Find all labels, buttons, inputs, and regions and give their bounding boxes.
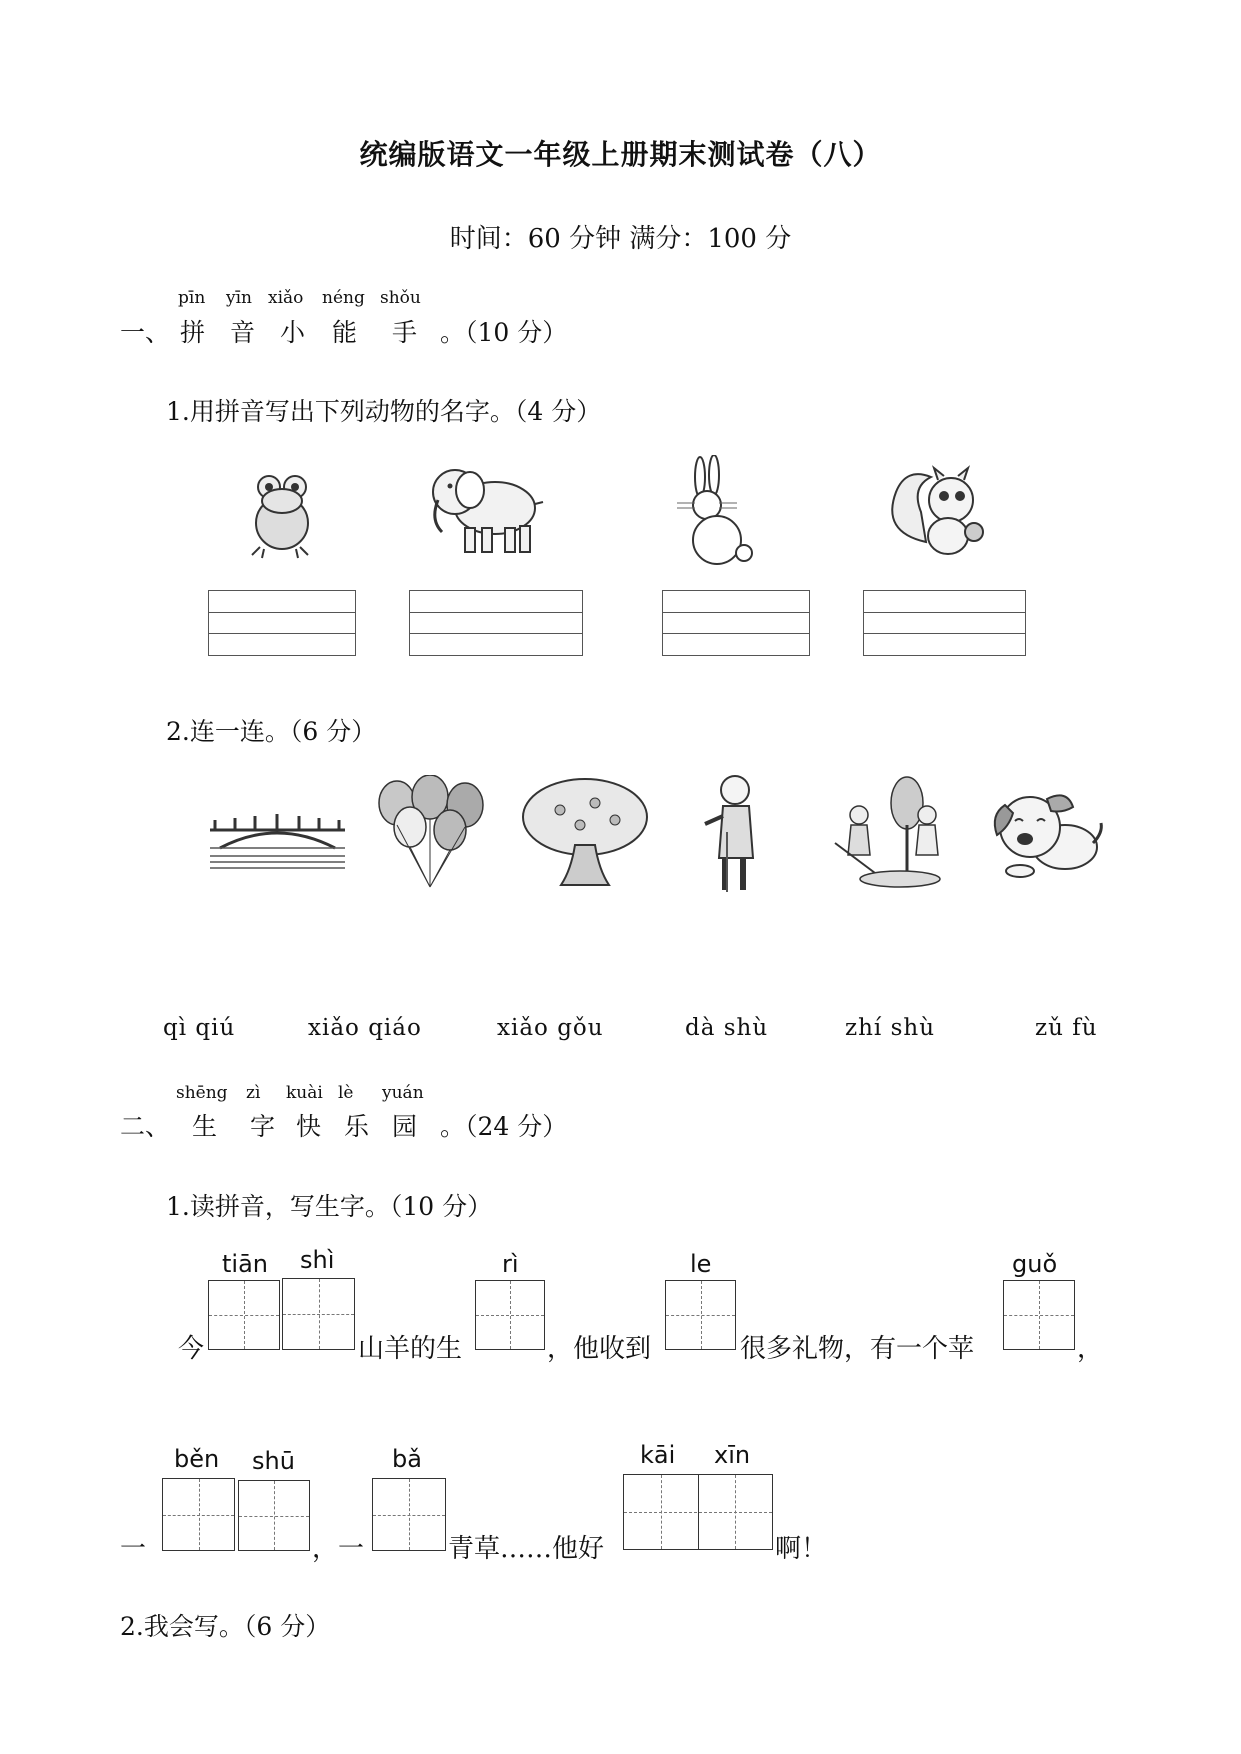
line2-text-0: 一 [120, 1534, 147, 1564]
writing-box-ben[interactable] [162, 1478, 235, 1551]
squirrel-icon [886, 462, 996, 562]
answer-box-frog[interactable] [208, 590, 356, 656]
planting-icon [825, 775, 950, 890]
line1-text-3: 很多礼物，有一个苹 [740, 1334, 975, 1364]
writing-box-shi[interactable] [282, 1278, 355, 1350]
section-2-pinyin-2: zì [246, 1083, 261, 1103]
rabbit-icon [672, 455, 762, 570]
section-2-char-4: 乐 [344, 1112, 370, 1141]
section-1-number: 一、 [120, 318, 171, 347]
question-2-1: 1.读拼音，写生字。（10 分） [166, 1192, 493, 1221]
line1-text-1: 山羊的生 [358, 1334, 463, 1364]
line2-text-1: ，一 [312, 1534, 365, 1564]
section-1-pinyin-1: pīn [178, 288, 206, 308]
frog-icon [242, 465, 322, 560]
line2-text-2: 青草……他好 [448, 1534, 605, 1564]
section-1-char-5: 手 [392, 318, 418, 347]
tree-icon [520, 775, 650, 890]
line1-pinyin-1: tiān [222, 1250, 268, 1278]
bridge-icon [205, 800, 350, 870]
puppy-icon [985, 785, 1105, 885]
line2-pinyin-3: bǎ [392, 1445, 422, 1473]
question-1-1: 1.用拼音写出下列动物的名字。（4 分） [166, 397, 602, 426]
question-1-2: 2.连一连。（6 分） [166, 717, 377, 746]
section-1-char-2: 音 [230, 318, 256, 347]
line1-pinyin-5: guǒ [1012, 1250, 1058, 1278]
section-2-pinyin-3: kuài [286, 1083, 323, 1103]
question-2-2: 2.我会写。（6 分） [120, 1612, 331, 1641]
line2-text-3: 啊！ [775, 1534, 828, 1564]
section-2-char-2: 字 [250, 1112, 276, 1141]
section-2-pinyin-5: yuán [382, 1083, 424, 1103]
line2-pinyin-1: běn [174, 1445, 220, 1473]
section-1-pinyin-3: xiǎo [268, 288, 304, 308]
writing-box-ba[interactable] [372, 1478, 446, 1551]
section-1-pinyin-5: shǒu [380, 288, 421, 308]
writing-box-kaixin[interactable] [623, 1474, 773, 1550]
line2-pinyin-5: xīn [714, 1441, 751, 1469]
pinyin-option-grandfather[interactable]: zǔ fù [1035, 1015, 1098, 1041]
balloons-icon [375, 775, 485, 890]
line1-text-0: 今 [178, 1334, 205, 1364]
section-2-char-3: 快 [296, 1112, 322, 1141]
pinyin-option-puppy[interactable]: xiǎo gǒu [497, 1015, 604, 1041]
section-2-number: 二、 [120, 1112, 171, 1141]
section-1-char-1: 拼 [180, 318, 206, 347]
line2-pinyin-2: shū [252, 1447, 295, 1475]
exam-info: 时间：60 分钟 满分：100 分 [449, 224, 792, 254]
section-2-char-5: 园 [392, 1112, 418, 1141]
section-2-char-1: 生 [192, 1112, 218, 1141]
line1-text-4: ， [1077, 1334, 1104, 1364]
answer-box-elephant[interactable] [409, 590, 583, 656]
pinyin-option-balloon[interactable]: qì qiú [163, 1015, 236, 1041]
section-2-pinyin-1: shēng [176, 1083, 228, 1103]
pinyin-option-plant-trees[interactable]: zhí shù [845, 1015, 936, 1041]
section-2-score: 。（24 分） [440, 1112, 568, 1141]
elephant-icon [420, 460, 545, 560]
writing-box-tian[interactable] [208, 1280, 280, 1350]
section-1-pinyin-2: yīn [226, 288, 252, 308]
answer-box-squirrel[interactable] [863, 590, 1026, 656]
section-2-pinyin-4: lè [338, 1083, 354, 1103]
section-1-char-4: 能 [332, 318, 358, 347]
page-title: 统编版语文一年级上册期末测试卷（八） [359, 138, 882, 171]
section-1-score: 。（10 分） [440, 318, 568, 347]
answer-box-rabbit[interactable] [662, 590, 810, 656]
grandfather-icon [697, 772, 767, 897]
section-1-pinyin-4: néng [322, 288, 365, 308]
writing-box-guo[interactable] [1003, 1280, 1075, 1350]
pinyin-option-big-tree[interactable]: dà shù [685, 1015, 769, 1041]
writing-box-shu[interactable] [238, 1480, 310, 1551]
line1-pinyin-4: le [690, 1250, 712, 1278]
pinyin-option-small-bridge[interactable]: xiǎo qiáo [308, 1015, 422, 1041]
line1-pinyin-3: rì [502, 1250, 519, 1278]
line1-text-2: ，他收到 [547, 1334, 652, 1364]
writing-box-ri[interactable] [475, 1280, 545, 1350]
writing-box-le[interactable] [665, 1280, 736, 1350]
section-1-char-3: 小 [280, 318, 306, 347]
line1-pinyin-2: shì [300, 1246, 335, 1274]
line2-pinyin-4: kāi [640, 1441, 676, 1469]
